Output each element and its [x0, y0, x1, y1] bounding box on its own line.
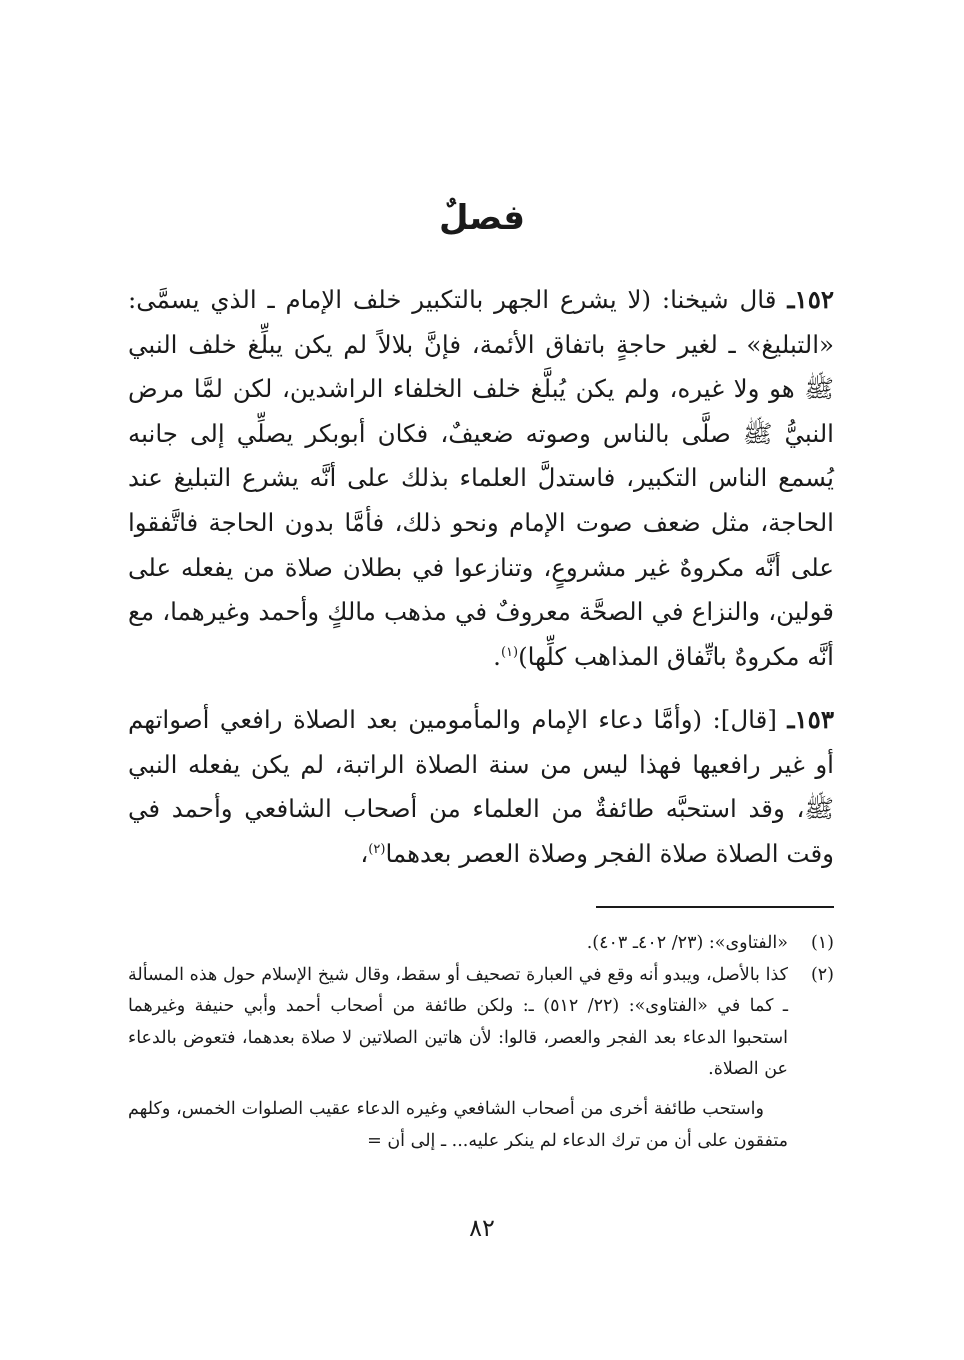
footnote-marker: (١)	[810, 933, 834, 953]
paragraph-152	[128, 278, 834, 679]
footnote-continuation: واستحب طائفة أخرى من أصحاب الشافعي وغيره الدعاء عقيب الصلوات الخمس، وكلهم متفقون على أن من ترك الدعاء لم ينكر عليه... ـ إلى أن =	[128, 1098, 788, 1151]
footnote-reference[interactable]: (٢)	[368, 841, 386, 857]
footnote-divider	[596, 906, 834, 908]
paragraph-text: قال شيخنا: (لا يشرع الجهر بالتكبير خلف الإمام ـ الذي يسمَّى: «التبليغ» ـ لغير حاجةٍ باتفاق الأئمة، فإنَّ بلالاً لم يكن يبلِّغ خلف النبي ﷺ هو ولا غيره، ولم يكن يُبلَّغ خلف الخلفاء الراشدين، لكن لمَّا مرض النبيُّ ﷺ صلَّى بالناس وصوته ضعيفٌ، فكان أبوبكر يصلِّي إلى جانبه يُسمع الناس التكبير، فاستدلَّ العلماء بذلك على أنَّه يشرع التبليغ عند الحاجة، مثل ضعف صوت الإمام ونحو ذلك، فأمَّا بدون الحاجة فاتَّفقوا على أنَّه مكروهٌ غير مشروعٍ، وتنازعوا في بطلان صلاة من يفعله على قولين، والنزاع في الصحَّة معروفٌ في مذهب مالكٍ وأحمد وغيرهما، مع أنَّه مكروهٌ باتِّفاق المذاهب كلِّها)	[128, 285, 834, 671]
paragraph-153	[128, 698, 834, 876]
footnote-reference[interactable]: (١)	[500, 644, 519, 660]
section-title: فصلٌ	[438, 198, 526, 238]
footnote-1	[128, 928, 834, 960]
footnote-marker: (٢)	[810, 964, 834, 985]
footnote-text: كذا بالأصل، ويبدو أنه وقع في العبارة تصحيف أو سقط، وقال شيخ الإسلام حول هذه المسألة ـ كما في «الفتاوى»: (٢٢/ ٥١٢) ـ: ولكن طائفة من أصحاب أحمد وأبي حنيفة وغيرهما استحبوا الدعاء بعد الفجر والعصر، قالوا: لأن هاتين الصلاتين لا صلاة بعدهما، فتعوض بالدعاء عن الصلاة.	[128, 964, 788, 1080]
footnote-body	[128, 928, 788, 960]
paragraph-tail: ،	[360, 838, 369, 868]
footnote-text: «الفتاوى»: (٢٣/ ٤٠٢ـ ٤٠٣).	[586, 933, 788, 953]
paragraph-text: [قال]: (وأمَّا دعاء الإمام والمأمومين بعد الصلاة رافعي أصواتهم أو غير رافعيها فهذا ليس من سنة الصلاة الراتبة، لم يكن يفعله النبي ﷺ، وقد استحبَّه طائفةٌ من العلماء من أصحاب الشافعي وأحمد في وقت الصلاة صلاة الفجر وصلاة العصر بعدهما	[128, 705, 834, 868]
footnote-2	[128, 960, 834, 1158]
paragraph-number: ١٥٢ـ	[787, 285, 835, 314]
footnote-body	[128, 960, 788, 1158]
paragraph-number: ١٥٣ـ	[787, 705, 834, 734]
page-number: ٨٢	[469, 1214, 495, 1242]
footnotes	[128, 928, 834, 1157]
paragraph-tail: .	[493, 641, 501, 671]
